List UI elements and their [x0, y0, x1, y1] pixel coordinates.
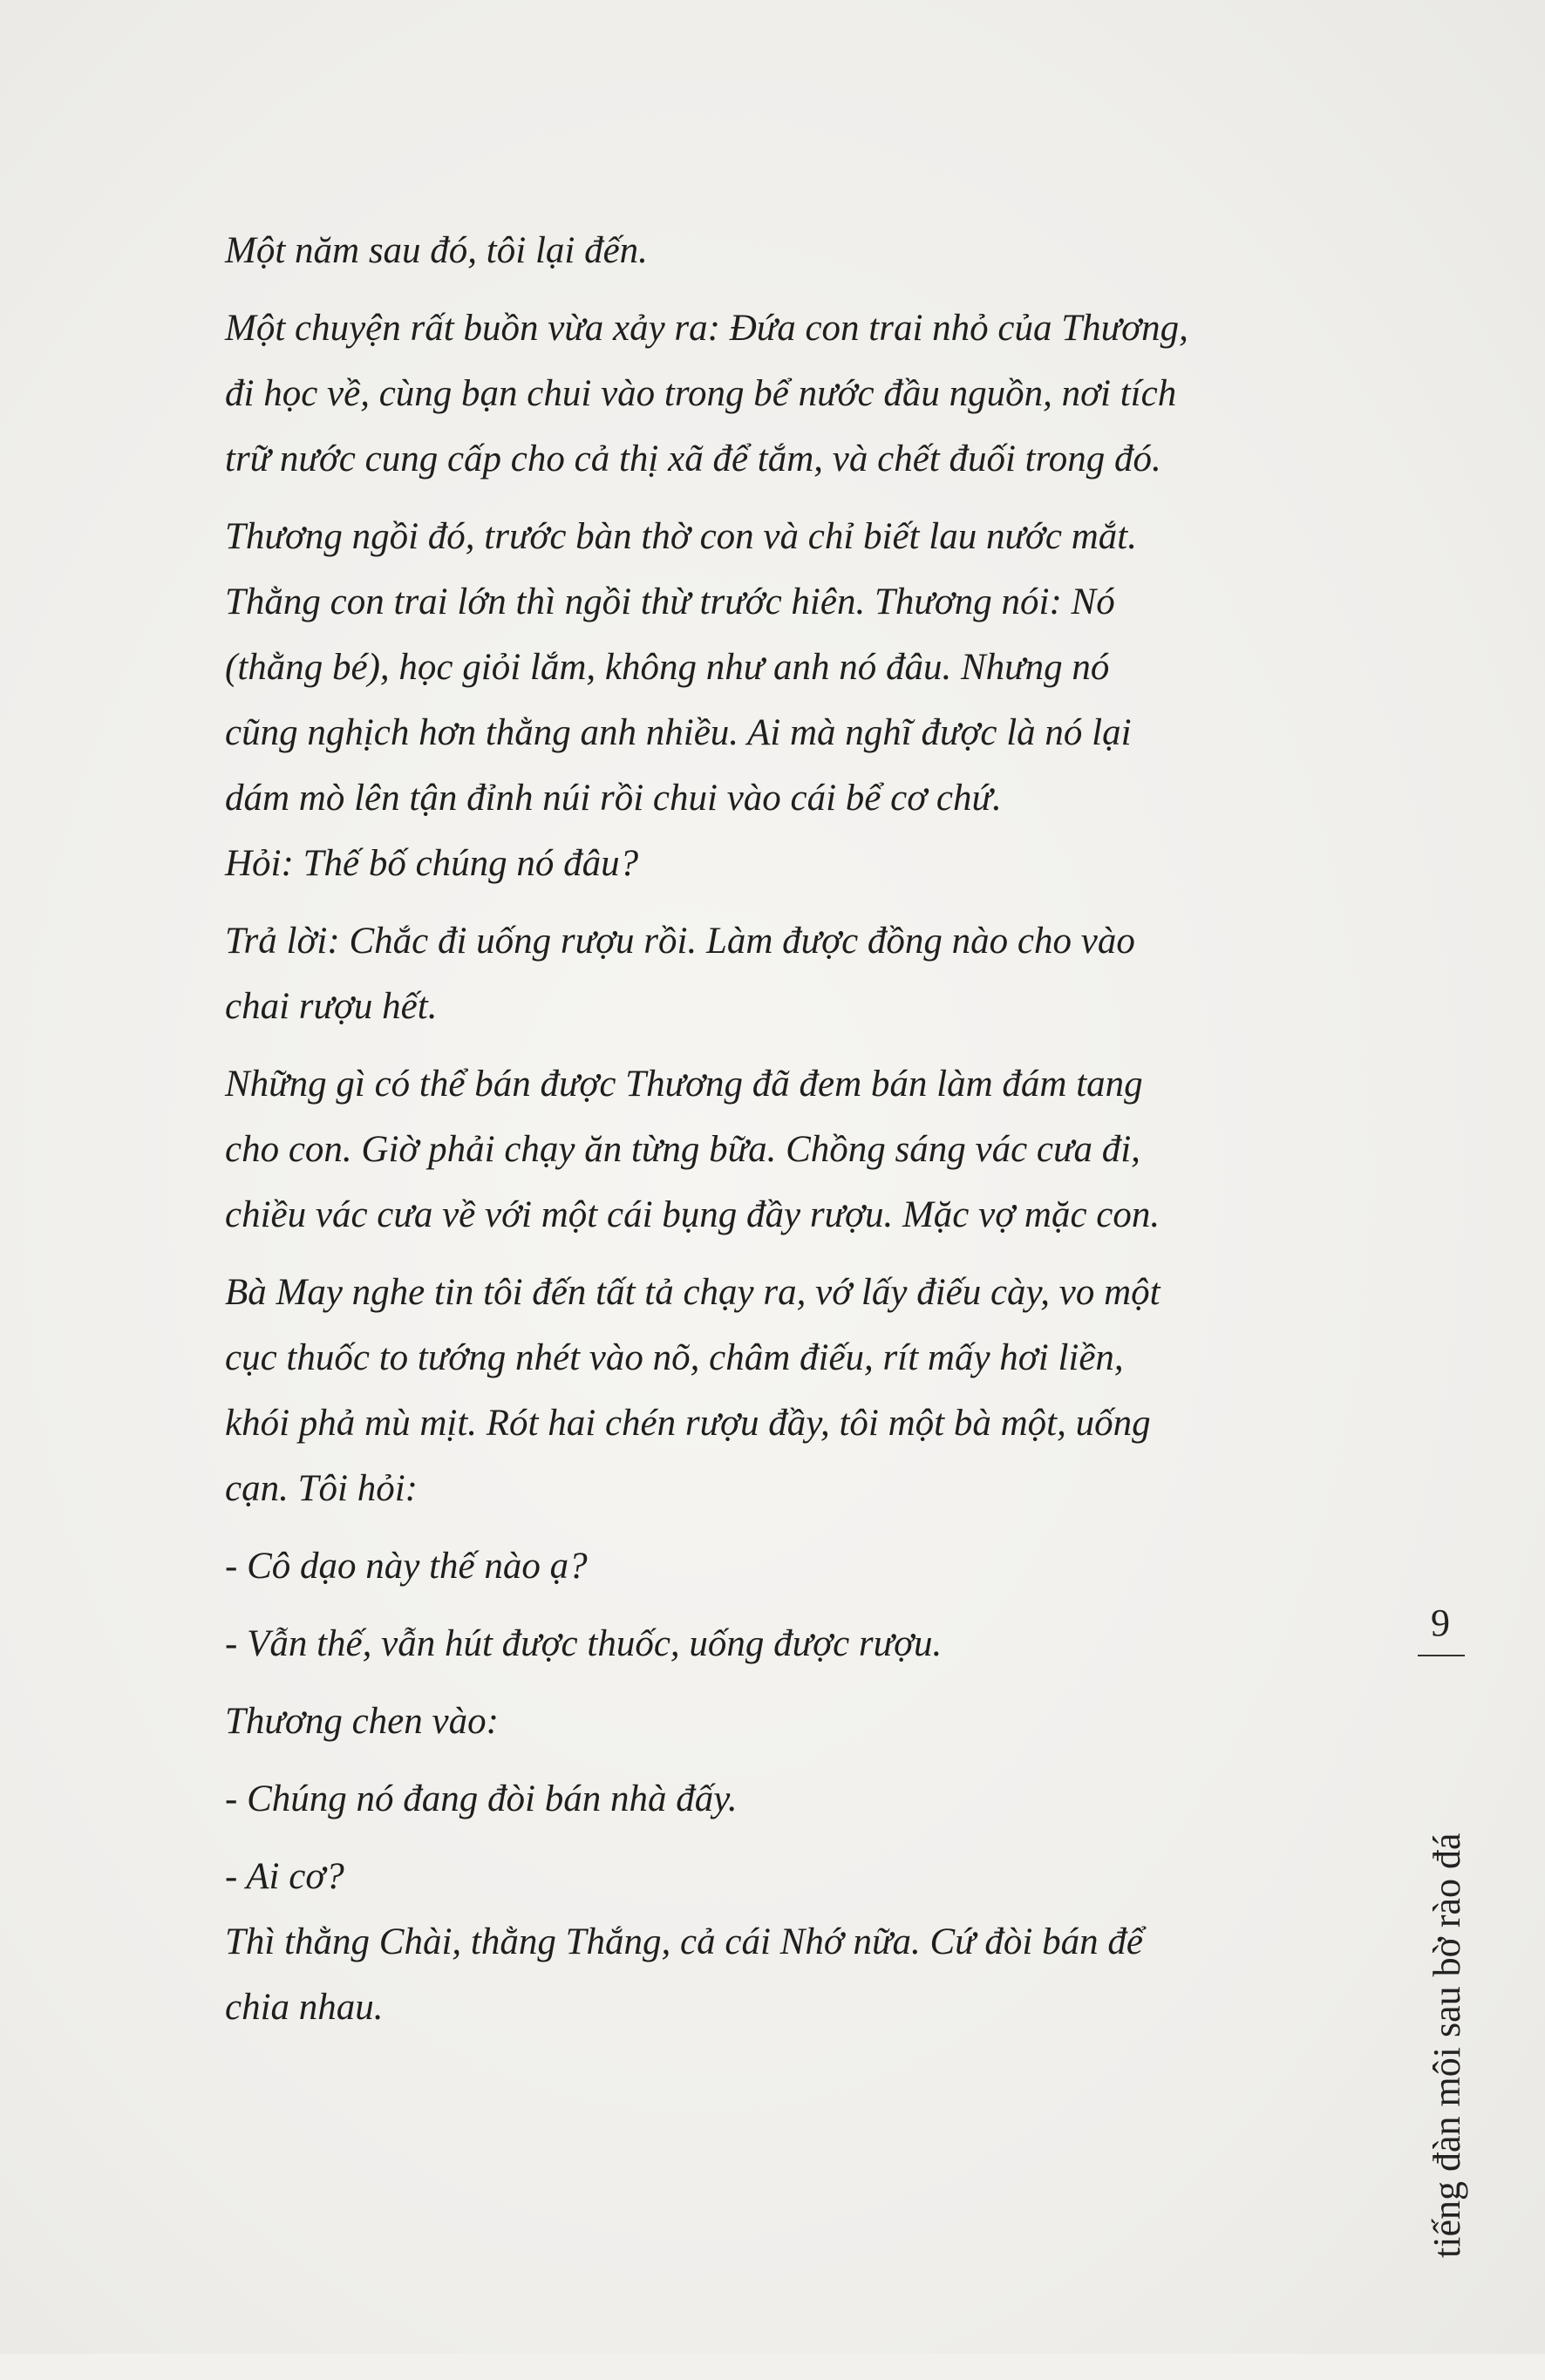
paragraph: Một năm sau đó, tôi lại đến.	[225, 230, 648, 271]
paragraph: Thương ngồi đó, trước bàn thờ con và chỉ biết lau nước mắt. Thằng con trai lớn thì ngồi thừ trước hiên. Thương nói: Nó (thằng bé), học giỏi lắm, không như anh nó đâu. Nhưng nó cũng nghịch hơn thằng anh nhiều. Ai mà nghĩ được là nó lại dám mò lên tận đỉnh núi rồi chui vào cái bể cơ chứ.	[225, 516, 1137, 819]
page-number: 9	[1431, 1601, 1450, 1644]
dialogue-line: - Chúng nó đang đòi bán nhà đấy.	[225, 1778, 738, 1819]
dialogue-line: - Ai cơ?	[225, 1856, 344, 1897]
paragraph: Thương chen vào:	[225, 1701, 499, 1742]
paragraph: Thì thằng Chài, thằng Thắng, cả cái Nhớ nữa. Cứ đòi bán để chia nhau.	[225, 1921, 1143, 2028]
dialogue-line: - Cô dạo này thế nào ạ?	[225, 1546, 588, 1587]
running-title-wrap	[1421, 1648, 1474, 2258]
running-title: tiếng đàn môi sau bờ rào đá	[1426, 1833, 1468, 2258]
dialogue-line: - Vẫn thế, vẫn hút được thuốc, uống được rượu.	[225, 1623, 943, 1664]
paragraph: Bà May nghe tin tôi đến tất tả chạy ra, vớ lấy điếu cày, vo một cục thuốc to tướng nhét vào nõ, châm điếu, rít mấy hơi liền, khói phả mù mịt. Rót hai chén rượu đầy, tôi một bà một, uống cạn. Tôi hỏi:	[225, 1272, 1160, 1509]
paragraph: Hỏi: Thế bố chúng nó đâu?	[225, 843, 639, 884]
side-margin	[1386, 1595, 1482, 2380]
paragraph: Một chuyện rất buồn vừa xảy ra: Đứa con trai nhỏ của Thương, đi học về, cùng bạn chui vào trong bể nước đầu nguồn, nơi tích trữ nước cung cấp cho cả thị xã để tắm, và chết đuối trong đó.	[225, 308, 1188, 479]
paragraph: Những gì có thể bán được Thương đã đem bán làm đám tang cho con. Giờ phải chạy ăn từng bữa. Chồng sáng vác cưa đi, chiều vác cưa về với một cái bụng đầy rượu. Mặc vợ mặc con.	[225, 1064, 1160, 1235]
body-text	[225, 218, 1315, 2040]
paragraph: Trả lời: Chắc đi uống rượu rồi. Làm được đồng nào cho vào chai rượu hết.	[225, 921, 1135, 1027]
